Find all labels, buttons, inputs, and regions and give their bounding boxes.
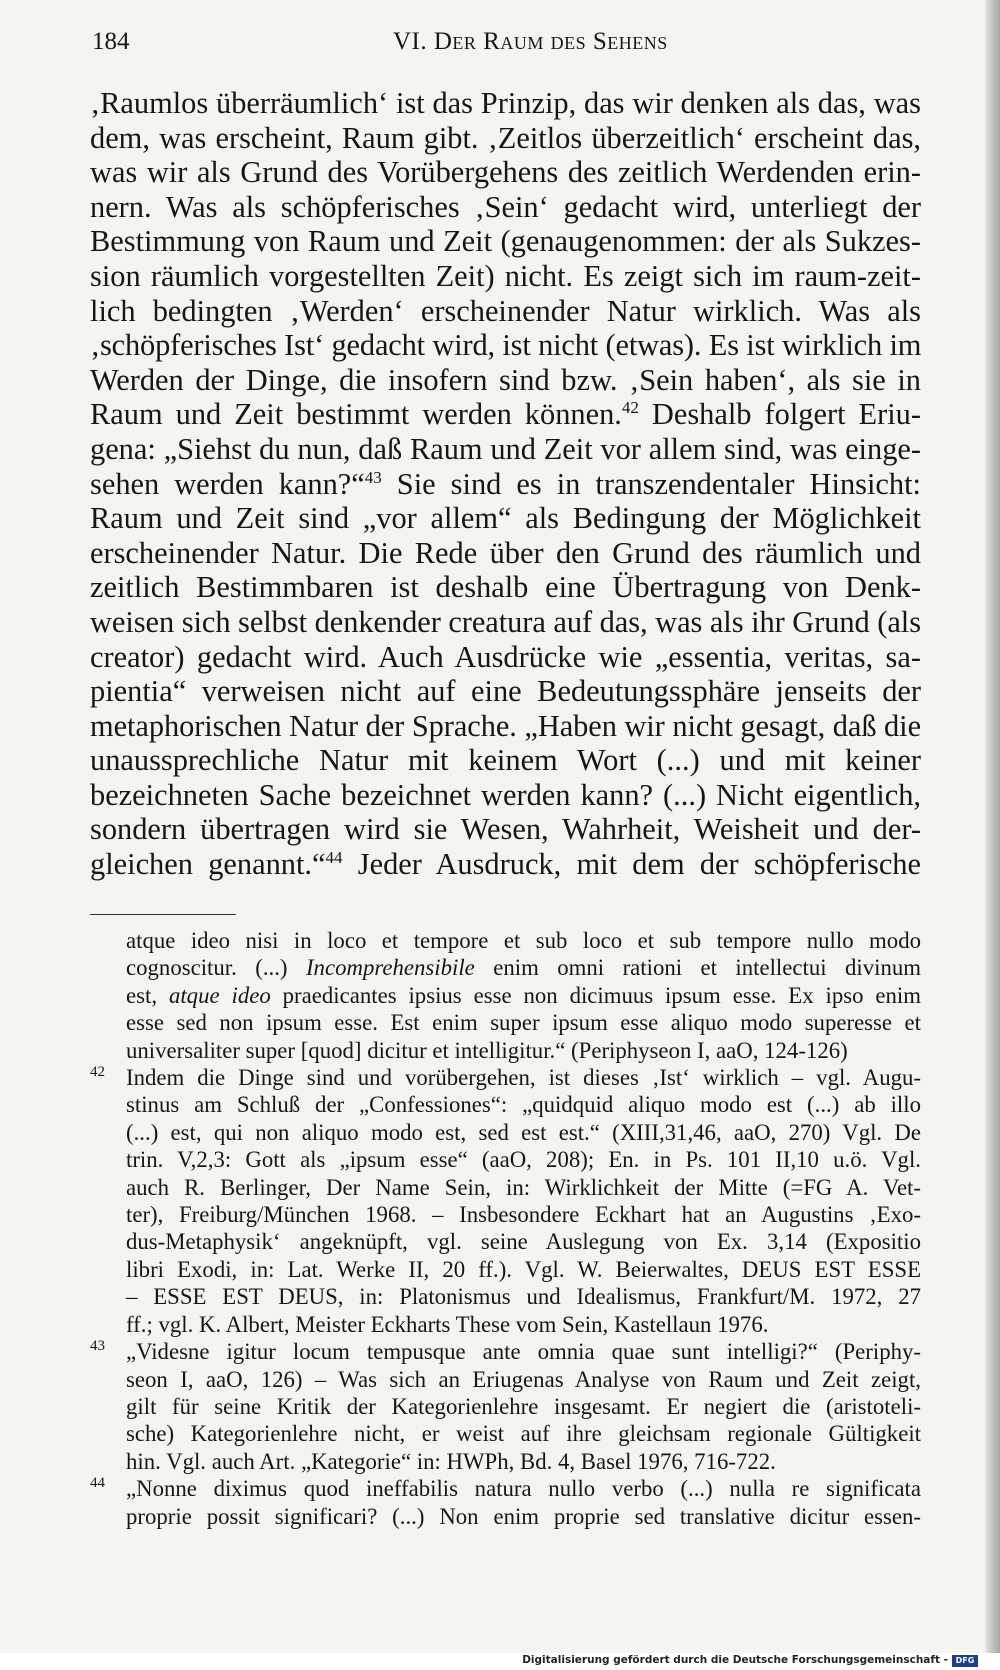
body-line: sondern übertragen wird sie Wesen, Wahrheit, Weisheit und der- [90, 812, 921, 847]
footnote-divider [90, 914, 236, 915]
body-line-text: sehen werden kann?“ [90, 466, 365, 501]
digitization-footer [0, 1653, 1000, 1670]
footnote-italic: atque ideo [168, 982, 271, 1008]
footnote-42 [90, 1064, 921, 1338]
body-line [90, 397, 921, 432]
footnote-line: universaliter super [quod] dicitur et intelligitur.“ (Periphyseon I, aaO, 124-126) [126, 1037, 848, 1063]
footnote-line [126, 954, 921, 981]
body-line: Raum und Zeit sind „vor allem“ als Bedingung der Möglichkeit [90, 501, 921, 536]
footnote-continued [90, 927, 921, 1064]
body-line: ‚Raumlos überräumlich‘ ist das Prinzip, das wir denken als das, was [90, 86, 921, 120]
body-line-text: Sie sind es in transzendentaler Hinsicht: [381, 466, 921, 501]
footnote-line [126, 982, 921, 1009]
body-line: lich bedingten ‚Werden‘ erscheinender Natur wirklich. Was als [90, 293, 921, 328]
body-line: nern. Was als schöpferisches ‚Sein‘ gedacht wird, unterliegt der [90, 189, 921, 224]
footnote-line: atque ideo nisi in loco et tempore et sub loco et sub tempore nullo modo [126, 928, 921, 953]
footnote-43 [90, 1338, 921, 1475]
body-line-text: Jeder Ausdruck, mit dem der schöpferische [342, 847, 921, 882]
body-line: unaussprechliche Natur mit keinem Wort (...) und mit keiner [90, 743, 921, 778]
body-line [90, 467, 921, 502]
page-edge-shadow [985, 0, 1000, 1670]
footnote-line: dus-Metaphysik‘ angeknüpft, vgl. seine Auslegung von Ex. 3,14 (Expositio [126, 1229, 921, 1255]
body-line-text: Raum und Zeit bestimmt werden können. [90, 397, 622, 432]
footnote-ref-43[interactable]: 43 [364, 467, 382, 487]
footnote-text: praedicantes ipsius esse non dicimuus ipsum esse. Ex ipso enim [270, 982, 921, 1008]
body-line: zeitlich Bestimmbaren ist deshalb eine Übertragung von Denk- [90, 570, 921, 605]
footnote-line: trin. V,2,3: Gott als „ipsum esse“ (aaO, 208); En. in Ps. 101 II,10 u.ö. Vgl. [126, 1147, 921, 1173]
footnote-line: „Videsne igitur locum tempusque ante omnia quae sunt intelligi?“ (Periphy- [126, 1339, 921, 1365]
body-line: weisen sich selbst denkender creatura auf das, was als ihr Grund (als [90, 604, 921, 639]
footnote-line: sche) Kategorienlehre nicht, er weist auf ihre gleichsam regionale Gültigkeit [126, 1421, 921, 1447]
body-line: Werden der Dinge, die insofern sind bzw. ‚Sein haben‘, als sie in [90, 362, 921, 397]
footnotes [90, 927, 921, 1530]
footnote-number: 44 [90, 1475, 105, 1492]
footnote-ref-44[interactable]: 44 [325, 848, 343, 868]
page-number: 184 [92, 28, 130, 55]
footnote-line: – ESSE EST DEUS, in: Platonismus und Idealismus, Frankfurt/M. 1972, 27 [126, 1284, 921, 1310]
footnote-line: libri Exodi, in: Lat. Werke II, 20 ff.). Vgl. W. Beierwaltes, DEUS EST ESSE [126, 1256, 921, 1282]
footnote-line: hin. Vgl. auch Art. „Kategorie“ in: HWPh, Bd. 4, Basel 1976, 716-722. [126, 1448, 776, 1474]
body-text [90, 86, 921, 882]
body-line: metaphorischen Natur der Sprache. „Haben wir nicht gesagt, daß die [90, 708, 921, 743]
footnote-line: „Nonne diximus quod ineffabilis natura nullo verbo (...) nulla re significata [126, 1476, 921, 1502]
footnote-line: stinus am Schluß der „Confessiones“: „quidquid aliquo modo est (...) ab illo [126, 1092, 921, 1118]
body-line-text: gleichen genannt.“ [90, 847, 326, 882]
body-line: creator) gedacht wird. Auch Ausdrücke wie „essentia, veritas, sa- [90, 639, 921, 674]
body-line: Bestimmung von Raum und Zeit (genaugenommen: der als Sukzes- [90, 224, 921, 259]
footnote-line: proprie possit significari? (...) Non enim proprie sed translative dicitur essen- [126, 1503, 921, 1529]
body-line: bezeichneten Sache bezeichnet werden kann? (...) Nicht eigentlich, [90, 777, 921, 812]
funding-notice: Digitalisierung gefördert durch die Deutsche Forschungsgemeinschaft - [522, 1654, 948, 1666]
footnote-number: 42 [90, 1064, 105, 1081]
body-line: ‚schöpferisches Ist‘ gedacht wird, ist nicht (etwas). Es ist wirklich im [90, 328, 922, 363]
footnote-line: seon I, aaO, 126) – Was sich an Eriugenas Analyse von Raum und Zeit zeigt, [126, 1366, 921, 1392]
footnote-ref-42[interactable]: 42 [621, 398, 639, 418]
footnote-text: enim omni rationi et intellectui divinum [474, 955, 921, 981]
body-line: sion räumlich vorgestellten Zeit) nicht. Es zeigt sich im raum-zeit- [90, 258, 921, 293]
footnote-italic: Incomprehensibile [305, 955, 475, 981]
body-line [90, 847, 921, 882]
footnote-line: gilt für seine Kritik der Kategorienlehre insgesamt. Er negiert die (aristoteli- [126, 1393, 921, 1419]
footnote-44 [90, 1475, 921, 1530]
body-line: dem, was erscheint, Raum gibt. ‚Zeitlos überzeitlich‘ erscheint das, [90, 120, 921, 155]
footnote-text: cognoscitur. (...) [126, 955, 306, 981]
body-line: pientia“ verweisen nicht auf eine Bedeutungssphäre jenseits der [90, 674, 921, 709]
footnote-line: ff.; vgl. K. Albert, Meister Eckharts These vom Sein, Kastellaun 1976. [126, 1311, 769, 1337]
body-line-text: Deshalb folgert Eriu- [638, 397, 921, 432]
footnote-line: esse sed non ipsum esse. Est enim super ipsum esse aliquo modo superesse et [126, 1010, 921, 1036]
footnote-line: auch R. Berlinger, Der Name Sein, in: Wirklichkeit der Mitte (=FG A. Vet- [126, 1174, 921, 1200]
footnote-line: Indem die Dinge sind und vorübergehen, ist dieses ‚Ist‘ wirklich – vgl. Augu- [126, 1065, 921, 1091]
dfg-logo-icon: DFG [952, 1655, 978, 1667]
running-head [0, 22, 985, 62]
footnote-line: ter), Freiburg/München 1968. – Insbesondere Eckhart hat an Augustins ‚Exo- [126, 1202, 921, 1228]
chapter-title: VI. Der Raum des Sehens [393, 28, 668, 55]
body-line: erscheinender Natur. Die Rede über den Grund des räumlich und [90, 535, 921, 570]
footnote-number: 43 [90, 1338, 105, 1355]
footnote-text: est, [126, 982, 169, 1008]
body-line: was wir als Grund des Vorübergehens des zeitlich Werdenden erin- [90, 155, 921, 190]
body-line: gena: „Siehst du nun, daß Raum und Zeit vor allem sind, was einge- [90, 431, 921, 466]
footnote-line: (...) est, qui non aliquo modo est, sed est est.“ (XIII,31,46, aaO, 270) Vgl. De [126, 1119, 921, 1145]
